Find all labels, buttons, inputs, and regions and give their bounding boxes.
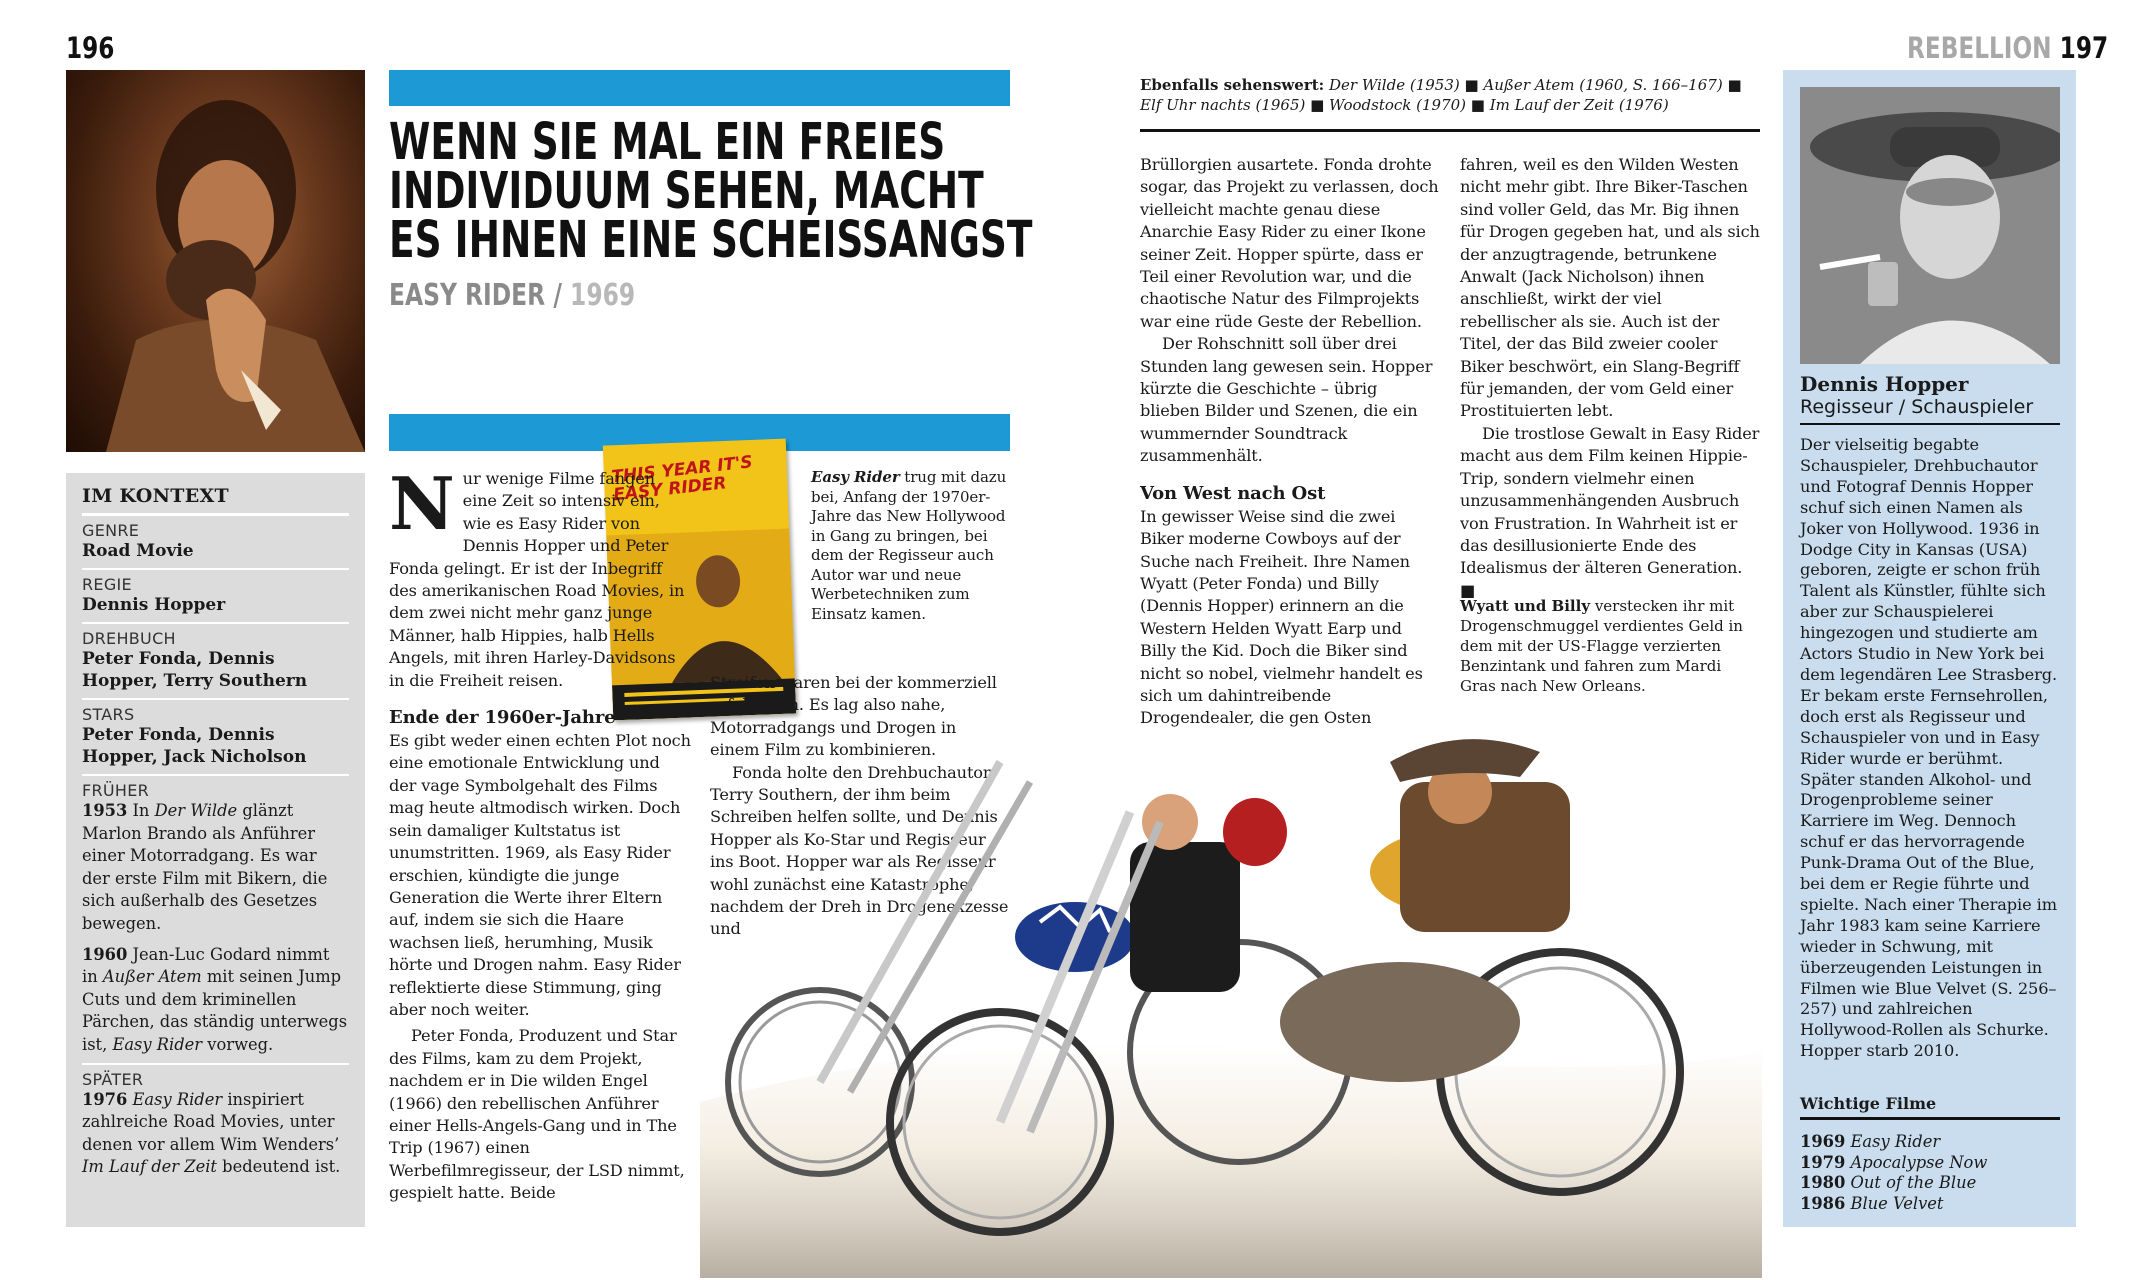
headline: WENN SIE MAL EIN FREIES INDIVIDUUM SEHEN, MACHT ES IHNEN EINE SCHEISSANGST — [389, 113, 1033, 270]
article-col-3 — [1140, 154, 1440, 730]
section-title: REBELLION — [1907, 31, 2052, 65]
subheading-1: Ende der 1960er-Jahre — [389, 707, 616, 729]
article-p6: Der Rohschnitt soll über drei Stunden lang gewesen sein. Hopper kürzte die Geschichte – übrig blieben Bilder und Szenen, die ein wummernder Soundtrack zusammenhält. — [1140, 334, 1433, 466]
poster-tagline: THIS YEAR IT'S EASY RIDER — [610, 452, 754, 506]
also-watch-label: Ebenfalls sehenswert: — [1140, 76, 1325, 94]
bike-caption: Wyatt und Billy verstecken ihr mit Drogenschmuggel verdientes Geld in dem mit der US-Flagge verzierten Benzintank und fahren zum Mardi Gras nach New Orleans. — [1460, 597, 1743, 695]
stars-value: Peter Fonda, Dennis Hopper, Jack Nicholson — [82, 725, 307, 767]
spaeter-label: SPÄTER — [82, 1069, 144, 1089]
motorcycle-photo — [700, 722, 1762, 1278]
also-watch-list: Der Wilde (1953) ■ Außer Atem (1960, S. 166–167) ■ Elf Uhr nachts (1965) ■ Woodstock (1970) ■ Im Lauf der Zeit (1976) — [1140, 76, 1742, 114]
article-p3: Streifen waren bei der kommerziell erfolgreich. Es lag also nahe, Motorradgangs und Drogen in einem Film zu kombinieren. — [710, 673, 997, 760]
frueher-label: FRÜHER — [82, 781, 150, 800]
drehbuch-label: DREHBUCH — [82, 629, 176, 648]
hopper-photo — [1800, 87, 2060, 364]
article-p2: Peter Fonda, Produzent und Star des Films, kam zu dem Projekt, nachdem er in Die wilden Engel (1966) den rebellischen Anführer einer Hells-Angels-Gang und in The Trip (1967) einen Werbefilmregisseur, der LSD nimmt, gespielt hatte. Beide — [389, 1026, 685, 1203]
bio-sidebar — [1783, 70, 2076, 1227]
article-col-4 — [1460, 154, 1762, 602]
film-entry: 1969 Easy Rider — [1800, 1132, 1941, 1152]
page-header-right — [1907, 31, 2108, 65]
films-list — [1800, 1132, 2060, 1214]
drop-cap: N — [389, 461, 455, 546]
poster-caption: Easy Rider trug mit dazu bei, Anfang der 1970er-Jahre das New Hollywood in Gang zu bringen, bei dem der Regisseur auch Autor war und neue Werbetechniken zum Einsatz kamen. — [811, 468, 1007, 623]
page-number-right: 197 — [2059, 31, 2109, 65]
article-intro: ur wenige Filme fangen eine Zeit so intensiv ein, wie es Easy Rider von Dennis Hopper und Peter Fonda gelingt. Er ist der Inbegriff des amerikanischen Road Movies, in dem zwei nicht mehr ganz junge Männer, halb Hippies, halb Hells Angels, mit ihren Harley-Davidsons in die Freiheit reisen. — [389, 469, 685, 690]
regie-value: Dennis Hopper — [82, 595, 226, 615]
drehbuch-value: Peter Fonda, Dennis Hopper, Terry Southern — [82, 649, 308, 691]
film-title: EASY RIDER — [389, 278, 546, 313]
page-number-left: 196 — [66, 31, 115, 65]
bio-name: Dennis Hopper — [1800, 372, 1969, 396]
film-entry: 1980 Out of the Blue — [1800, 1173, 1977, 1193]
frueher-entry: 1960 Jean-Luc Godard nimmt in Außer Atem mit seinen Jump Cuts und dem kriminellen Pärchen, das ständig unterwegs ist, Easy Rider vorweg. — [82, 944, 348, 1054]
regie-label: REGIE — [82, 575, 132, 594]
article-p9: Die trostlose Gewalt in Easy Rider macht aus dem Film keinen Hippie-Trip, sondern vielmehr einen unzusammenhängenden Ausbruch von Frustration. In Wahrheit ist er das desillusionierte Ende des Idealismus der älteren Generation. ■ — [1460, 423, 1760, 600]
context-heading: IM KONTEXT — [82, 485, 229, 507]
film-entry: 1979 Apocalypse Now — [1800, 1152, 1988, 1172]
article-p4: Fonda holte den Drehbuchautor Terry Southern, der ihm beim Schreiben helfen sollte, und Dennis Hopper als Ko-Star und Regisseur ins Boot. Hopper war als Regisseur wohl zunächst eine Katastrophe, nachdem der Dreh in Drogenexzesse und — [710, 762, 1009, 939]
article-col-1 — [389, 461, 691, 1205]
genre-value: Road Movie — [82, 541, 194, 561]
bio-role: Regisseur / Schauspieler — [1800, 396, 2060, 425]
accent-bar-top — [389, 70, 1010, 106]
subheading-2: Von West nach Ost — [1140, 482, 1326, 504]
article-p5: Brüllorgien ausartete. Fonda drohte sogar, das Projekt zu verlassen, doch vielleicht machte genau diese Anarchie Easy Rider zu einer Ikone seiner Zeit. Hopper spürte, dass er Teil einer Revolution war, und die chaotische Natur des Filmprojekts war eine rüde Geste der Rebellion. — [1140, 155, 1439, 331]
also-watch — [1140, 75, 1760, 132]
film-title-line — [389, 278, 635, 313]
actor-photo-left — [66, 70, 365, 452]
article-p8: fahren, weil es den Wilden Westen nicht mehr gibt. Ihre Biker-Taschen sind voller Geld, das Mr. Big ihnen für Drogen gegeben hat, und als sich der anzugtragende, betrunkene Anwalt (Jack Nicholson) ihnen anschließt, wirkt der viel rebellischer als sie. Auch ist der Titel, der das Bild zweier cooler Biker beschwört, ein Slang-Begriff für jemanden, der vom Geld einer Prostituierten lebt. — [1460, 155, 1760, 421]
article-p1: Es gibt weder einen echten Plot noch eine emotionale Entwicklung und der vage Symbolgehalt des Films mag heute altmodisch wirken. Doch sein damaliger Kultstatus ist unumstritten. 1969, als Easy Rider erschien, kündigte die junge Generation die Werte ihrer Eltern auf, indem sie sich die Haare wachsen ließ, herumhing, Musik hörte und Drogen nahm. Easy Rider reflektierte diese Stimmung, ging aber noch weiter. — [389, 731, 691, 1019]
article-p7: In gewisser Weise sind die zwei Biker moderne Cowboys auf der Suche nach Freiheit. Ihre Namen Wyatt (Peter Fonda) und Billy (Dennis Hopper) erinnern an die Western Helden Wyatt Earp und Billy the Kid. Doch die Biker sind nicht so nobel, vielmehr handelt es sich um dahintreibende Drogendealer, die gen Osten — [1140, 506, 1423, 728]
bio-text: Der vielseitig begabte Schauspieler, Drehbuchautor und Fotograf Dennis Hopper schuf sich einen Namen als Joker von Hollywood. 1936 in Dodge City in Kansas (USA) geboren, zeigte er schon früh Talent als Künstler, fühlte sich aber zur Schauspielerei hingezogen und studierte am Actors Studio in New York bei dem legendären Lee Strasberg. Er bekam erste Fernsehrollen, doch erst als Regisseur und Schauspieler von und in Easy Rider wurde er berühmt. Später standen Alkohol- und Drogenprobleme seiner Karriere im Weg. Dennoch schuf er das hervorragende Punk-Drama Out of the Blue, bei dem er Regie führte und spielte. Nach einer Therapie im Jahr 1983 kam seine Karriere wieder in Schwung, mit überzeugenden Leistungen in Filmen wie Blue Velvet (S. 256–257) und zahlreichen Hollywood-Rollen als Schurke. Hopper starb 2010. — [1800, 435, 2058, 1061]
context-box — [66, 473, 365, 1227]
films-heading: Wichtige Filme — [1800, 1094, 2060, 1120]
genre-label: GENRE — [82, 521, 140, 540]
film-year: 1969 — [570, 278, 636, 313]
frueher-entry: 1953 In Der Wilde glänzt Marlon Brando als Anführer einer Motorradgang. Es war der erste Film mit Bikern, die sich außerhalb des Gesetzes bewegen. — [82, 801, 328, 933]
stars-label: STARS — [82, 705, 135, 724]
film-entry: 1986 Blue Velvet — [1800, 1193, 1944, 1213]
title-separator: / — [553, 278, 562, 313]
spaeter-entry: 1976 Easy Rider inspiriert zahlreiche Road Movies, unter denen vor allem Wim Wenders’ Im Lauf der Zeit bedeutend ist. — [82, 1089, 341, 1177]
